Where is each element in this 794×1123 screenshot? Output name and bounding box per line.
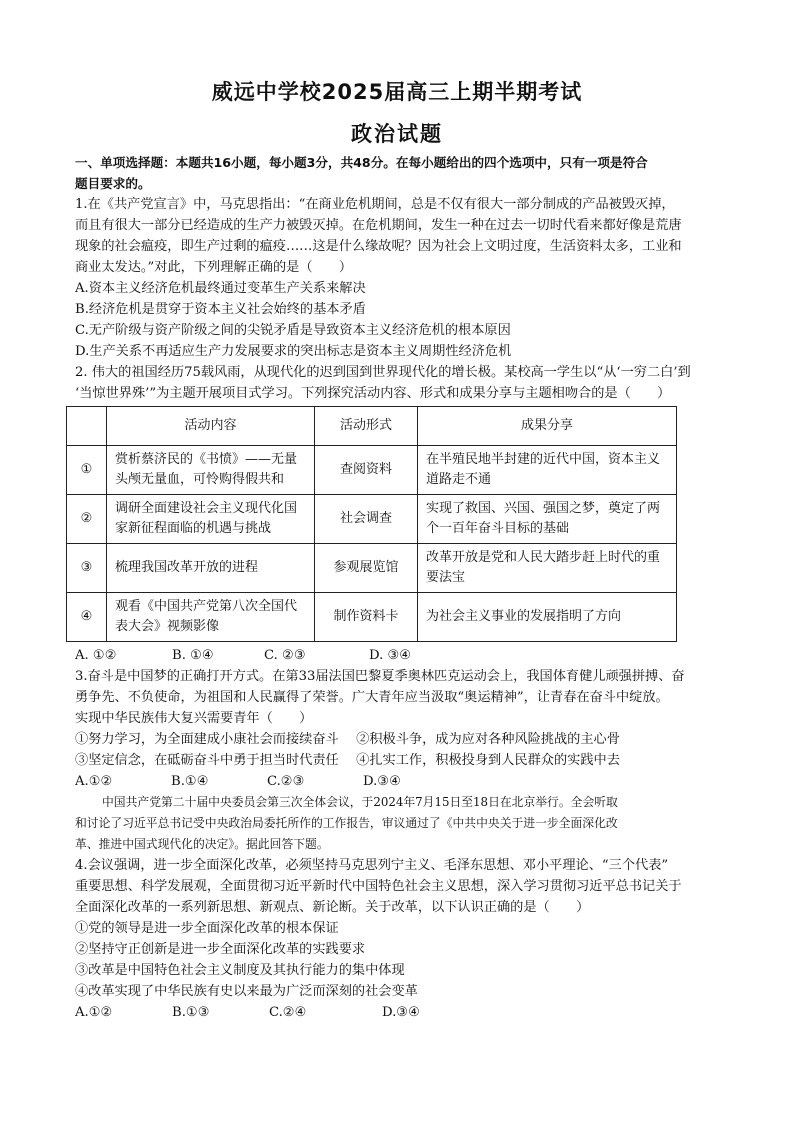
activity-table bbox=[66, 406, 677, 642]
table-row bbox=[67, 593, 677, 642]
question-4-text: 重要思想、科学发展观，全面贯彻习近平新时代中国特色社会主义思想，深入学习贯彻习近平总书记关于 bbox=[75, 879, 682, 894]
table-cell-number: ① bbox=[67, 446, 107, 495]
question-1-option-b: B.经济危机是贯穿于资本主义社会始终的基本矛盾 bbox=[75, 302, 366, 317]
table-header-cell: 活动形式 bbox=[315, 407, 418, 446]
question-4-options bbox=[75, 1002, 725, 1023]
question-2-text: 2. 伟大的祖国经历75载风雨，从现代化的迟到国到世界现代化的增长极。某校高一学生以“从‘一穷二白’到 bbox=[75, 365, 691, 380]
question-4-item: ③改革是中国特色社会主义制度及其执行能力的集中体现 bbox=[75, 963, 405, 978]
question-3-text: 3.奋斗是中国梦的正确打开方式。在第33届法国巴黎夏季奥林匹克运动会上，我国体育健儿顽强拼搏、奋 bbox=[75, 669, 685, 684]
question-1-text: 现象的社会瘟疫，即生产过剩的瘟疫……这是什么缘故呢？因为社会上文明过度，生活资料太多，工业和 bbox=[75, 239, 682, 254]
material-text: 中国共产党第二十届中央委员会第三次全体会议，于2024年7月15日至18日在北京举行。全会听取 bbox=[102, 795, 618, 809]
section-instruction: 一、单项选择题：本题共16小题，每小题3分，共48分。在每小题给出的四个选项中，只有一项是符合 bbox=[75, 155, 648, 170]
table-cell-result: 在半殖民地半封建的近代中国，资本主义道路走不通 bbox=[418, 446, 677, 495]
question-3-text: 实现中华民族伟大复兴需要青年（ ） bbox=[75, 711, 313, 726]
exam-body bbox=[75, 152, 725, 1023]
table-cell-content: 梳理我国改革开放的进程 bbox=[107, 544, 315, 593]
question-1-text: 而且有很大一部分已经造成的生产力被毁灭掉。在危机期间，发生一种在过去一切时代看来都好像是荒唐 bbox=[75, 218, 682, 233]
table-cell-content: 调研全面建设社会主义现代化国家新征程面临的机遇与挑战 bbox=[107, 495, 315, 544]
question-1-option-d: D.生产关系不再适应生产力发展要求的突出标志是资本主义周期性经济危机 bbox=[75, 344, 512, 359]
question-3-text: 勇争先、不负使命，为祖国和人民赢得了荣誉。广大青年应当汲取“奥运精神”，让青春在奋斗中绽放。 bbox=[75, 690, 669, 705]
question-3-item: ③坚定信念，在砥砺奋斗中勇于担当时代责任 ④扎实工作，积极投身到人民群众的实践中去 bbox=[75, 753, 620, 768]
table-cell-form: 社会调查 bbox=[315, 495, 418, 544]
option-d: D.③④ bbox=[363, 774, 401, 789]
question-4-item: ④改革实现了中华民族有史以来最为广泛而深刻的社会变革 bbox=[75, 984, 418, 999]
exam-title: 威远中学校2025届高三上期半期考试 bbox=[211, 80, 583, 104]
table-row bbox=[67, 544, 677, 593]
table-cell-result: 为社会主义事业的发展指明了方向 bbox=[418, 593, 677, 642]
question-1-option-c: C.无产阶级与资产阶级之间的尖锐矛盾是导致资本主义经济危机的根本原因 bbox=[75, 323, 511, 338]
option-b: B.①③ bbox=[172, 1005, 210, 1020]
table-cell-form: 查阅资料 bbox=[315, 446, 418, 495]
question-3-options bbox=[75, 771, 725, 792]
table-cell-result: 改革开放是党和人民大踏步赶上时代的重要法宝 bbox=[418, 544, 677, 593]
question-4-text: 4.会议强调，进一步全面深化改革，必须坚持马克思列宁主义、毛泽东思想、邓小平理论、“三个代表” bbox=[75, 858, 669, 873]
option-c: C.②④ bbox=[269, 1005, 307, 1020]
option-b: B. ①④ bbox=[172, 648, 214, 663]
option-d: D. ③④ bbox=[369, 648, 412, 663]
exam-subtitle: 政治试题 bbox=[351, 122, 443, 146]
table-cell-number: ④ bbox=[67, 593, 107, 642]
table-header-cell bbox=[67, 407, 107, 446]
question-2-options bbox=[75, 645, 725, 666]
table-row bbox=[67, 495, 677, 544]
question-1-text: 商业太发达。”对此，下列理解正确的是（ ） bbox=[75, 260, 353, 275]
material-text: 革、推进中国式现代化的决定》。据此回答下题。 bbox=[75, 837, 329, 851]
table-header-cell: 成果分享 bbox=[418, 407, 677, 446]
option-a: A.①② bbox=[75, 774, 113, 789]
table-cell-result: 实现了救国、兴国、强国之梦，奠定了两个一百年奋斗目标的基础 bbox=[418, 495, 677, 544]
table-header-cell: 活动内容 bbox=[107, 407, 315, 446]
section-instruction: 题目要求的。 bbox=[75, 176, 151, 191]
option-c: C.②③ bbox=[267, 774, 305, 789]
option-a: A. ①② bbox=[75, 648, 117, 663]
table-cell-content: 观看《中国共产党第八次全国代表大会》视频影像 bbox=[107, 593, 315, 642]
question-4-text: 全面深化改革的一系列新思想、新观点、新论断。关于改革，以下认识正确的是（ ） bbox=[75, 900, 590, 915]
table-cell-content: 赏析蔡济民的《书愤》——无量头颅无量血，可怜购得假共和 bbox=[107, 446, 315, 495]
table-cell-number: ② bbox=[67, 495, 107, 544]
question-3-item: ①努力学习，为全面建成小康社会而接续奋斗 ②积极斗争，成为应对各种风险挑战的主心骨 bbox=[75, 732, 620, 747]
table-cell-form: 制作资料卡 bbox=[315, 593, 418, 642]
question-4-item: ①党的领导是进一步全面深化改革的根本保证 bbox=[75, 921, 339, 936]
table-row bbox=[67, 446, 677, 495]
option-b: B.①④ bbox=[171, 774, 209, 789]
table-cell-number: ③ bbox=[67, 544, 107, 593]
option-a: A.①② bbox=[75, 1005, 113, 1020]
question-2-text: ‘当惊世界殊’”为主题开展项目式学习。下列探究活动内容、形式和成果分享与主题相吻合的是（ ） bbox=[75, 386, 671, 401]
question-1-option-a: A.资本主义经济危机最终通过变革生产关系来解决 bbox=[75, 281, 366, 296]
material-text: 和讨论了习近平总书记受中央政治局委托所作的工作报告，审议通过了《中共中央关于进一步全面深化改 bbox=[75, 816, 618, 830]
option-d: D.③④ bbox=[382, 1005, 420, 1020]
question-4-item: ②坚持守正创新是进一步全面深化改革的实践要求 bbox=[75, 942, 366, 957]
question-1-text: 1.在《共产党宣言》中，马克思指出：“在商业危机期间，总是不仅有很大一部分制成的产品被毁灭掉， bbox=[75, 197, 675, 212]
table-cell-form: 参观展览馆 bbox=[315, 544, 418, 593]
option-c: C. ②③ bbox=[264, 648, 306, 663]
table-header-row bbox=[67, 407, 677, 446]
